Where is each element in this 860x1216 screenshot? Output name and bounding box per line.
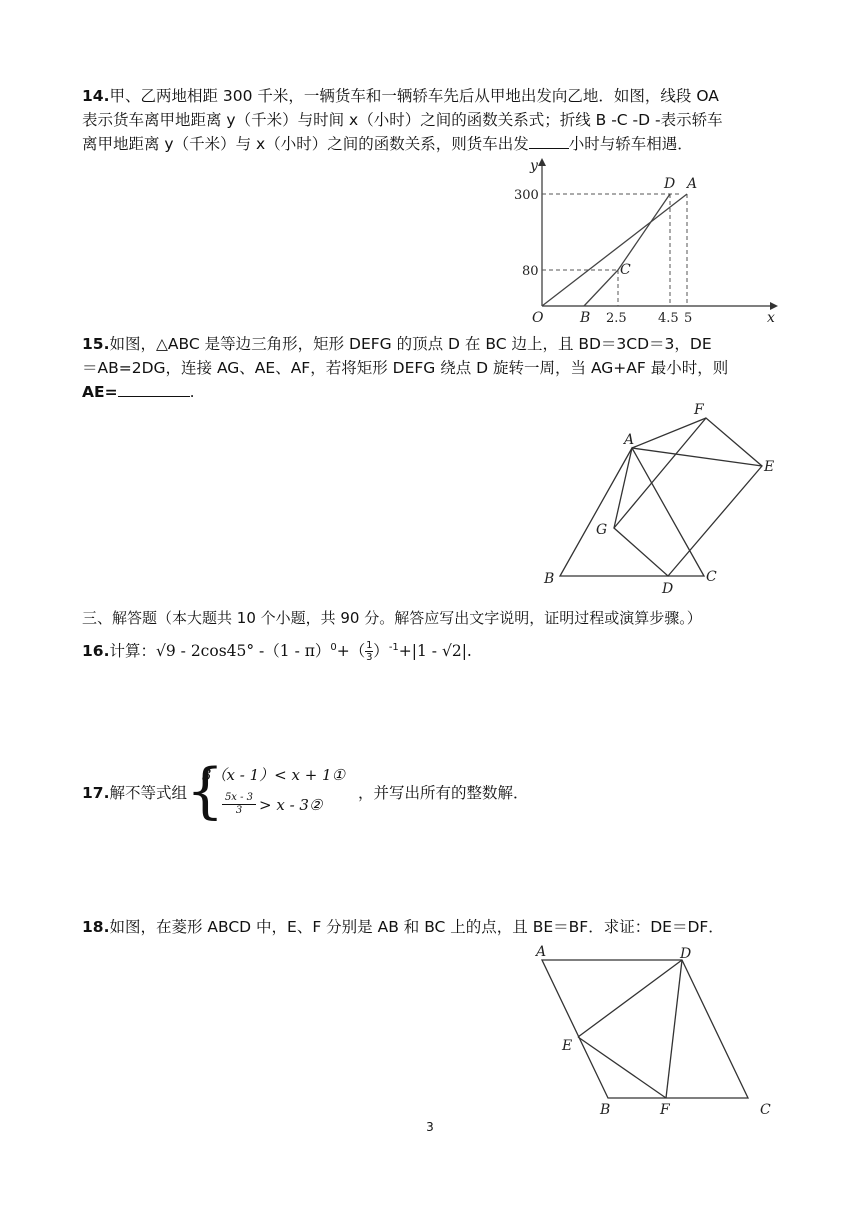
q18-rhombus-ABCD [542, 960, 748, 1098]
page-number: 3 [426, 1120, 434, 1134]
q15-line1: 如图，△ABC 是等边三角形，矩形 DEFG 的顶点 D 在 BC 边上，且 BD＝3CD＝3，DE [109, 335, 712, 353]
q16-expr-a: √9 - 2cos45° -（1 - π） [155, 642, 331, 661]
q15-line3: AE= [82, 383, 118, 401]
q18-label-F: F [660, 1102, 670, 1118]
q15-label-F: F [694, 402, 704, 418]
q18-label-C: C [760, 1102, 771, 1118]
q14-x-label: x [767, 310, 775, 326]
q17-brace: { [186, 756, 225, 826]
q15-rectangle-DEFG [614, 418, 762, 576]
q17-ineq2-right: > x - 3② [259, 795, 323, 814]
q14-ytick-300: 300 [514, 188, 539, 203]
q18-label-D: D [680, 946, 692, 962]
q15-text [82, 332, 782, 404]
q14-xtick-2.5: 2.5 [606, 311, 627, 326]
q16-sup0: 0 [330, 642, 337, 653]
q14-number: 14. [82, 87, 110, 105]
q14-point-D: D [664, 176, 676, 192]
q18-text [82, 915, 802, 939]
q17-ineq2-num: 5x - 3 [224, 792, 254, 803]
q14-point-B: B [580, 310, 591, 326]
q17-tail: ，并写出所有的整数解． [358, 784, 529, 802]
q15-line2: ＝AB=2DG，连接 AG、AE、AF，若将矩形 DEFG 绕点 D 旋转一周，当 AG+AF 最小时，则 [82, 359, 729, 377]
q14-text [82, 84, 782, 156]
q17-ineq1: 3（x - 1）< x + 1① [202, 766, 346, 784]
q16-expr-d: +|1 - √2|. [398, 642, 472, 661]
q14-graph [512, 156, 780, 326]
q16-sup1: -1 [388, 642, 399, 653]
q17-ineq2-fraction [222, 792, 256, 817]
q14-polyline-BCD [584, 194, 670, 306]
q14-segment-OA [542, 194, 687, 306]
q16-text [82, 636, 782, 663]
q15-segment-AE [632, 448, 762, 466]
q14-xtick-4.5: 4.5 [658, 311, 679, 326]
q14-line3b: 小时与轿车相遇． [568, 135, 693, 153]
q15-label-G: G [596, 522, 608, 538]
q14-point-A: A [687, 176, 698, 192]
q15-label-E: E [764, 459, 775, 475]
q14-y-label: y [530, 158, 538, 174]
q15-number: 15. [82, 335, 110, 353]
q14-point-C: C [620, 262, 631, 278]
section-3-heading: 三、解答题（本大题共 10 个小题，共 90 分。解答应写出文字说明，证明过程或演算步骤。） [82, 609, 702, 627]
q14-ytick-80: 80 [522, 264, 539, 279]
q14-line2: 表示货车离甲地距离 y（千米）与时间 x（小时）之间的函数关系式；折线 B -C -D -表示轿车 [82, 111, 723, 129]
q15-segment-AF [632, 418, 706, 448]
q15-segment-AG [614, 448, 632, 528]
q15-triangle-ABC [560, 448, 704, 576]
q15-label-A: A [624, 432, 635, 448]
q15-label-C: C [706, 569, 717, 585]
q17-label-block [82, 781, 202, 805]
q14-origin-label: O [532, 310, 544, 326]
q18-segment-DE [578, 960, 682, 1037]
q17-label: 解不等式组 [109, 784, 187, 802]
q17-ineq2-den: 3 [235, 805, 243, 816]
q16-expr-c: ） [373, 642, 389, 661]
q14-line1: 甲、乙两地相距 300 千米，一辆货车和一辆轿车先后从甲地出发向乙地．如图，线段 OA [109, 87, 719, 105]
q16-expr-b: +（ [336, 642, 366, 661]
q18-label-B: B [600, 1102, 611, 1118]
q18-label-A: A [536, 944, 547, 960]
q16-label: 计算： [109, 642, 156, 661]
q18-segment-DF [666, 960, 682, 1098]
q15-answer-blank[interactable] [118, 380, 190, 397]
q18-segment-EF [578, 1037, 666, 1098]
q16-frac-num: 1 [366, 640, 373, 652]
q14-xtick-5: 5 [684, 311, 693, 326]
q14-line3a: 离甲地距离 y（千米）与 x（小时）之间的函数关系，则货车出发 [82, 135, 529, 153]
q18-number: 18. [82, 918, 110, 936]
q14-answer-blank[interactable] [529, 132, 569, 149]
q17-number: 17. [82, 784, 110, 802]
q18-line: 如图，在菱形 ABCD 中，E、F 分别是 AB 和 BC 上的点，且 BE＝BF．求证：DE＝DF． [109, 918, 724, 936]
q15-label-B: B [544, 571, 555, 587]
q18-label-E: E [562, 1038, 573, 1054]
q15-line3end: . [189, 383, 195, 401]
q16-number: 16. [82, 642, 110, 661]
q15-figure [538, 398, 788, 598]
q16-frac-den: 3 [366, 652, 373, 664]
q15-label-D: D [662, 581, 674, 597]
q18-figure [530, 942, 788, 1118]
q17-ineq2 [222, 792, 322, 817]
